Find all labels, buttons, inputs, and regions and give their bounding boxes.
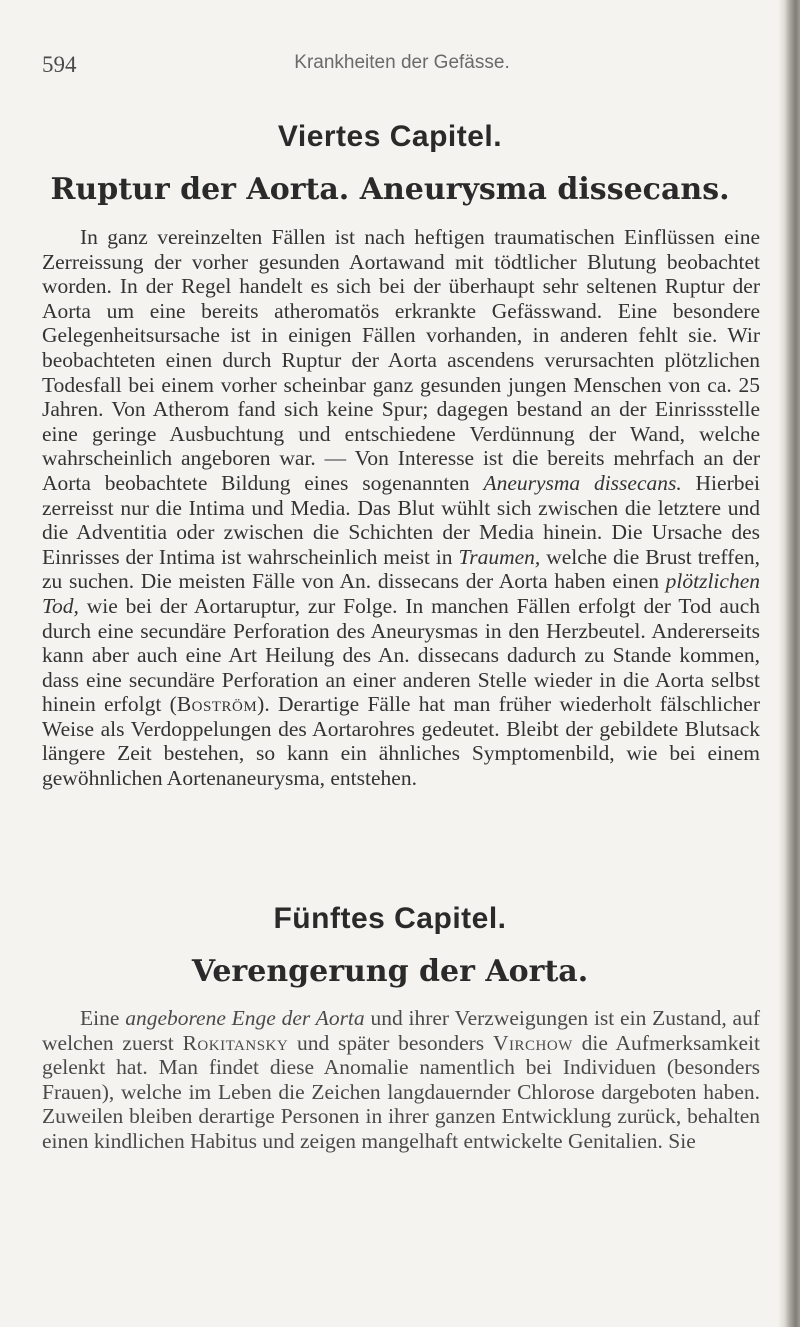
text-run: ). Derartige Fälle hat man früher wiederholt fälschlicher Weise als Verdoppelungen des Aortarohres gedeutet. Bleibt der gebildete Blutsack längere Zeit bestehen, so kann ein ähnliches Symptomenbild, wie bei einem gewöhnlichen Aortenaneurysma, entstehen. <box>42 692 760 791</box>
italic-term: angeborene Enge der Aorta <box>125 1006 365 1030</box>
page-edge-shadow <box>778 0 800 1327</box>
chapter-5-body <box>42 1006 760 1154</box>
chapter-4-paragraph <box>42 225 760 791</box>
chapter-5-heading: Verengerung der Aorta. <box>191 954 589 989</box>
text-run: wie bei der Aortaruptur, zur Folge. In manchen Fällen erfolgt der Tod auch durch eine secundäre Perforation des Aneurysmas in den Herzbeutel. Andererseits kann aber auch eine Art Heilung des An. dissecans dadurch zu Stande kommen, dass eine secundäre Perforation an einer anderen Stelle wieder in die Aorta selbst hinein erfolgt ( <box>42 593 760 717</box>
chapter-4-body <box>42 225 760 791</box>
text-run: und ihrer Verzweigungen ist ein Zustand, auf welchen zuerst <box>42 1006 760 1055</box>
chapter-4-heading: Ruptur der Aorta. Aneurysma dissecans. <box>50 172 730 207</box>
chapter-5-paragraph <box>42 1006 760 1154</box>
chapter-4-title: Viertes Capitel. <box>277 120 503 153</box>
text-run: Eine <box>80 1006 126 1030</box>
chapter-5-title: Fünftes Capitel. <box>273 902 507 935</box>
page-header <box>42 52 762 82</box>
text-run: Hierbei zerreisst nur die Intima und Media. Das Blut wühlt sich zwischen die letztere und die Adventitia oder zwischen die Schichten der Media hinein. Die Ursache des Einrisses der Intima ist wahrscheinlich meist in <box>42 470 760 569</box>
author-name: Rokitansky <box>182 1030 289 1055</box>
italic-term: Aneurysma dissecans. <box>483 470 682 495</box>
italic-term: plötzlichen Tod, <box>42 569 760 618</box>
text-run: In ganz vereinzelten Fällen ist nach heftigen traumatischen Einflüssen eine Zerreissung der vorher gesunden Aortawand mit tödtlicher Blutung beobachtet worden. In der Regel handelt es sich bei der überhaupt sehr seltenen Ruptur der Aorta um eine bereits atheromatös erkrankte Gefässwand. Eine besondere Gelegenheitsursache ist in einigen Fällen vorhanden, in anderen fehlt sie. Wir beobachteten einen durch Ruptur der Aorta ascendens verursachten plötzlichen Todesfall bei einem vorher scheinbar ganz gesunden jungen Menschen von ca. 25 Jahren. Von Atherom fand sich keine Spur; dagegen bestand an der Einrissstelle eine geringe Ausbuchtung und entschiedene Verdünnung der Wand, welche wahrscheinlich angeboren war. — Von Interesse ist die bereits mehrfach an der Aorta beobachtete Bildung eines sogenannten <box>42 225 760 495</box>
italic-term: Traumen, <box>458 544 541 569</box>
text-run: und später besonders <box>288 1030 493 1055</box>
author-name: Boström <box>176 692 258 717</box>
page-number: 594 <box>42 52 77 77</box>
text-run: die Aufmerksamkeit gelenkt hat. Man findet diese Anomalie namentlich bei Individuen (besonders Frauen), welche im Leben die Zeichen langdauernder Chlorose dargeboten haben. Zuweilen bleiben derartige Personen in ihrer ganzen Entwicklung zurück, behalten einen kindlichen Habitus und zeigen mangelhaft entwickelte Genitalien. Sie <box>42 1030 760 1153</box>
author-name: Virchow <box>492 1030 573 1055</box>
text-run: welche die Brust treffen, zu suchen. Die meisten Fälle von An. dissecans der Aorta haben einen <box>42 544 760 594</box>
running-head: Krankheiten der Gefässe. <box>294 52 510 73</box>
